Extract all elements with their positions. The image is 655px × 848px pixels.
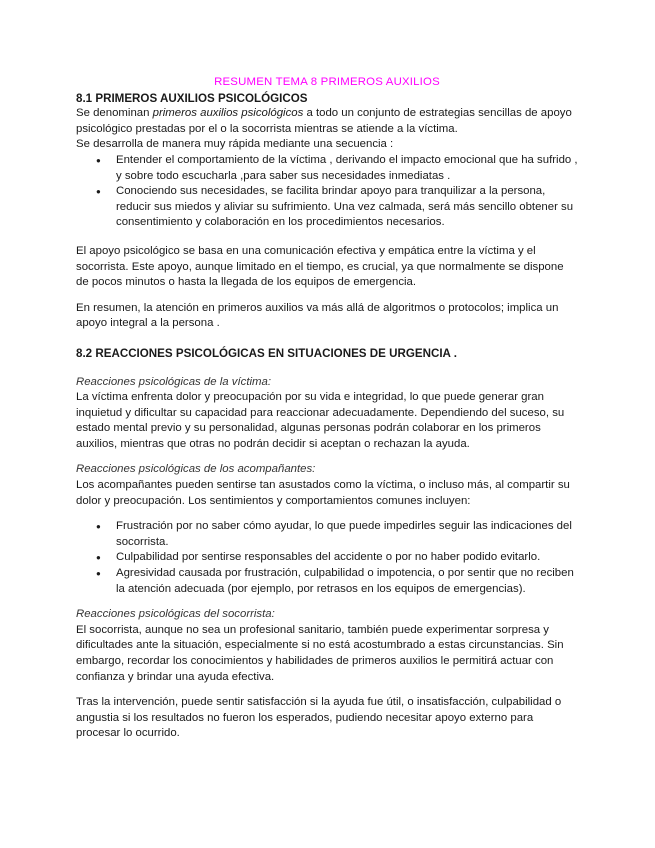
companions-paragraph: Los acompañantes pueden sentirse tan asustados como la víctima, o incluso más, al compartir su dolor y preocupación. Los sentimientos y comportamientos comunes incluyen: bbox=[76, 479, 570, 507]
intro-text-end: a todo un conjunto de estrategias sencillas de apoyo psicológico prestadas por el o la socorrista mientras se atiende a la víctima. bbox=[76, 107, 572, 135]
list-item: ● Culpabilidad por sentirse responsables del accidente o por no haber podido evitarlo. bbox=[76, 550, 578, 566]
list-item: ● Entender el comportamiento de la víctima , derivando el impacto emocional que ha sufrido , y sobre todo escucharla ,para saber sus necesidades inmediatas . bbox=[76, 153, 578, 184]
companions-subheading: Reacciones psicológicas de los acompañantes: bbox=[76, 463, 316, 476]
list-item: ● Frustración por no saber cómo ayudar, lo que puede impedirles seguir las indicaciones del socorrista. bbox=[76, 519, 578, 550]
section-1-intro bbox=[76, 106, 578, 137]
summary-paragraph: En resumen, la atención en primeros auxilios va más allá de algoritmos o protocolos; implica un apoyo integral a la persona . bbox=[76, 301, 559, 330]
rescuer-paragraph: El socorrista, aunque no sea un profesional sanitario, también puede experimentar sorpresa y dificultades ante la situación, especialmente si no está acostumbrado a estas circunstancias. Sin embargo, recordar los conocimientos y habilidades de primeros auxilios le permitirá actuar con confianza y brindar una ayuda efectiva. bbox=[76, 623, 564, 683]
intro-text-start: Se denominan bbox=[76, 107, 153, 120]
section-2-heading: 8.2 REACCIONES PSICOLÓGICAS EN SITUACIONES DE URGENCIA . bbox=[76, 346, 457, 360]
victim-subheading: Reacciones psicológicas de la víctima: bbox=[76, 375, 271, 388]
sequence-line: Se desarrolla de manera muy rápida mediante una secuencia : bbox=[76, 138, 394, 151]
sequence-list bbox=[76, 153, 578, 231]
support-paragraph: El apoyo psicológico se basa en una comunicación efectiva y empática entre la víctima y el socorrista. Este apoyo, aunque limitado en el tiempo, es crucial, ya que normalmente se dispone de pocos minutos o hasta la llegada de los equipos de emergencia. bbox=[76, 244, 564, 289]
list-item: ● Conociendo sus necesidades, se facilita brindar apoyo para tranquilizar a la persona, reducir sus miedos y aliviar su sufrimiento. Una vez calmada, será más sencillo obtener su consentimiento y colaboración en los procedimientos necesarios. bbox=[76, 184, 578, 231]
intro-italic-term: primeros auxilios psicológicos bbox=[152, 107, 304, 120]
rescuer-aftermath-paragraph: Tras la intervención, puede sentir satisfacción si la ayuda fue útil, o insatisfacción, culpabilidad o angustia si los resultados no fueron los esperados, pudiendo necesitar apoyo externo para procesar lo ocurrido. bbox=[76, 696, 562, 740]
companions-list bbox=[76, 519, 578, 597]
list-item: ● Agresividad causada por frustración, culpabilidad o impotencia, o por sentir que no reciben la atención adecuada (por ejemplo, por retrasos en los equipos de emergencias). bbox=[76, 566, 578, 597]
document-page bbox=[76, 75, 578, 742]
document-title: RESUMEN TEMA 8 PRIMEROS AUXILIOS bbox=[214, 76, 440, 88]
rescuer-subheading: Reacciones psicológicas del socorrista: bbox=[76, 608, 275, 621]
victim-paragraph: La víctima enfrenta dolor y preocupación por su vida e integridad, lo que puede generar gran inquietud y dificultar su capacidad para reaccionar adecuadamente. Dependiendo del suceso, su estado mental previo y su personalidad, algunas personas podrán colaborar en los primeros auxilios, mientras que otras no podrán decidir si aceptan o rechazan la ayuda. bbox=[76, 391, 565, 450]
section-1-heading: 8.1 PRIMEROS AUXILIOS PSICOLÓGICOS bbox=[76, 91, 308, 105]
